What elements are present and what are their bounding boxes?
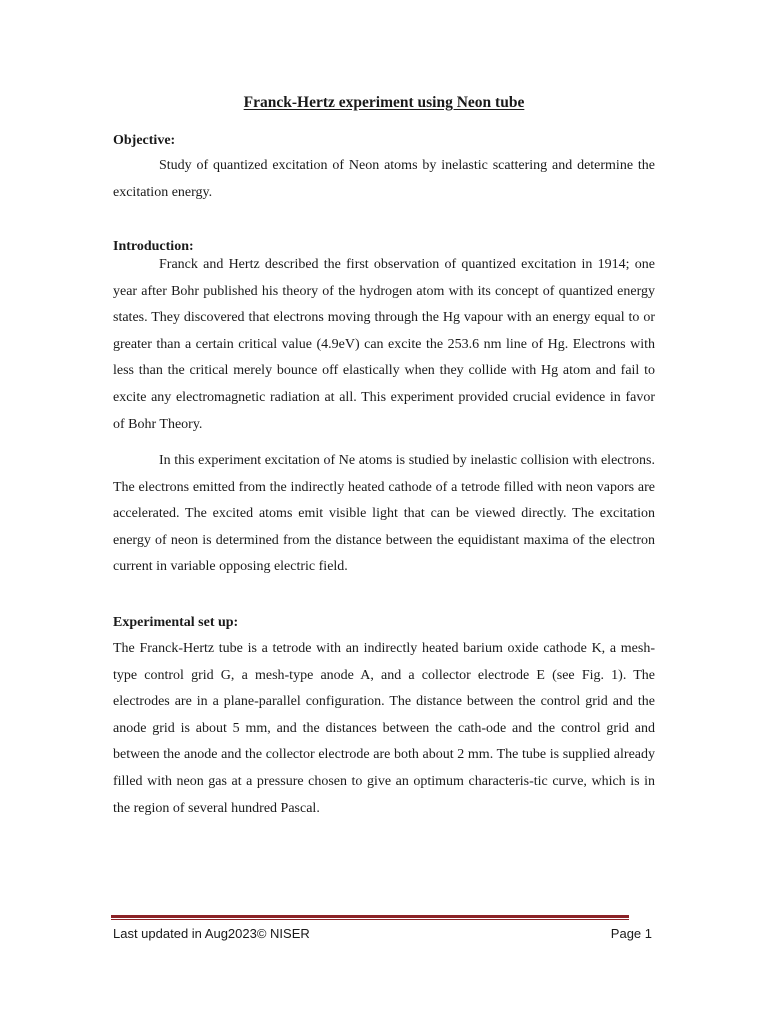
introduction-paragraph-2: In this experiment excitation of Ne atoms is studied by inelastic collision with electrons. The electrons emitted from the indirectly heated cathode of a tetrode filled with neon vapors are accelerated. The excited atoms emit visible light that can be viewed directly. The excitation energy of neon is determined from the distance between the equidistant maxima of the electron current in variable opposing electric field. <box>113 453 655 575</box>
introduction-paragraph-1: Franck and Hertz described the first observation of quantized excitation in 1914; one year after Bohr published his theory of the hydrogen atom with its concept of quantized energy states. They discovered that electrons moving through the Hg vapour with an energy equal to or greater than a certain critical value (4.9eV) can excite the 253.6 nm line of Hg. Electrons with less than the critical merely bounce off elastically when they collide with Hg atom and fail to excite any electromagnetic radiation at all. This experiment provided crucial evidence in favor of Bohr Theory. <box>113 257 655 432</box>
document-title: Franck-Hertz experiment using Neon tube <box>243 94 525 111</box>
footer-updated-text: Last updated in Aug2023© NISER <box>113 926 310 941</box>
objective-heading: Objective: <box>113 133 176 148</box>
setup-paragraph: The Franck-Hertz tube is a tetrode with an indirectly heated barium oxide cathode K, a mesh-type control grid G, a mesh-type anode A, and a collector electrode E (see Fig. 1). The electrodes are in a plane-parallel configuration. The distance between the control grid and the anode grid is about 5 mm, and the distances between the cath-ode and the control grid and between the anode and the collector electrode are both about 2 mm. The tube is supplied already filled with neon gas at a pressure chosen to give an optimum characteris-tic curve, which is in the region of several hundred Pascal. <box>113 641 655 816</box>
introduction-heading: Introduction: <box>113 239 194 254</box>
footer-rule <box>111 915 629 918</box>
footer-rule-thin <box>111 919 629 920</box>
page-number: Page 1 <box>610 926 652 941</box>
objective-paragraph: Study of quantized excitation of Neon atoms by inelastic scattering and determine the excitation energy. <box>113 158 655 200</box>
setup-heading: Experimental set up: <box>113 615 239 630</box>
